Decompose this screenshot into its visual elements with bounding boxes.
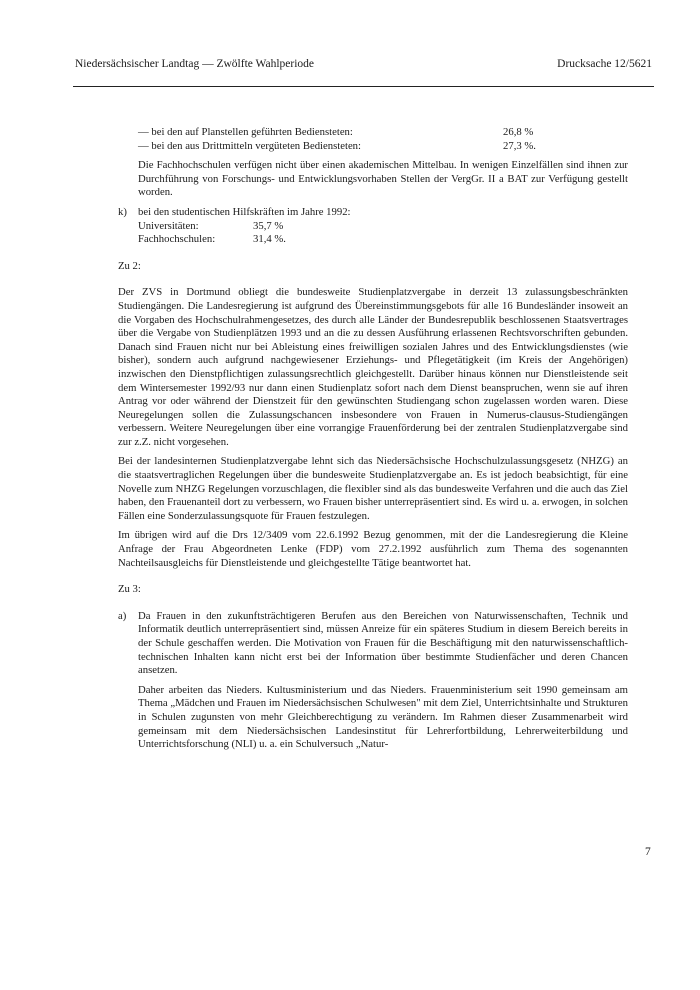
bullet-value: 27,3 %. xyxy=(503,139,536,152)
paragraph: Daher arbeiten das Nieders. Kultusministerium und das Nieders. Frauenministerium seit 1990 gemeinsam am Thema „Mädchen und Frauen im Niedersächsischen Schulwesen" mit dem Ziel, Unterrichtsinhalte und Strukturen in Schulen zugunsten von mehr Gleichberechtigung zu verändern. Im Rahmen dieser Zusammenarbeit wird gemeinsam mit dem Niedersächsischen Landesinstitut für Lehrerfortbildung, Lehrerweiterbildung und Unterrichtsforschung (NLI) u. a. ein Schulversuch „Natur- xyxy=(138,683,628,751)
stat-value: 35,7 % xyxy=(253,219,284,232)
stat-row xyxy=(118,233,628,247)
item-k-text: bei den studentischen Hilfskräften im Jahre 1992: xyxy=(138,205,351,218)
bullet-value: 26,8 % xyxy=(503,126,534,138)
paragraph: Bei der landesinternen Studienplatzvergabe lehnt sich das Niedersächsische Hochschulzulassungsgesetz (NHZG) an die staatsvertraglichen Regelungen über die bundesweite Studienplatzvergabe an. Es ist jedoch beabsichtigt, für eine Novelle zum NHZG Regelungen vorzuschlagen, die flexibler sind als das bundesweite Verfahren und die auch das Ziel haben, den Frauenanteil dort zu verbessern, wo Frauen bisher unterrepräsentiert sind. Es wird u. a. erwogen, in solchen Fällen eine Sonderzulassungsquote für Frauen festzulegen. xyxy=(118,455,628,522)
page-body xyxy=(118,126,628,752)
page-number: 7 xyxy=(645,846,651,858)
fh-block xyxy=(118,159,628,200)
bullet-item xyxy=(118,140,628,154)
document-number: Drucksache 12/5621 xyxy=(557,58,652,70)
item-k xyxy=(118,206,628,220)
stat-label: Fachhochschulen: xyxy=(138,233,216,246)
bullet-label: — bei den auf Planstellen geführten Bediensteten: xyxy=(138,126,353,138)
bullet-label: — bei den aus Drittmitteln vergüteten Bediensteten: xyxy=(138,139,361,152)
stat-label: Universitäten: xyxy=(138,219,199,232)
header-title: Niedersächsischer Landtag — Zwölfte Wahlperiode xyxy=(75,58,314,70)
bullet-item xyxy=(118,126,628,140)
fh-paragraph: Die Fachhochschulen verfügen nicht über einen akademischen Mittelbau. In wenigen Einzelfällen sind ihnen zur Durchführung von Forschungs- und Entwicklungsvorhaben Stellen der VergGr. II a BAT zur Verfügung gestellt worden. xyxy=(138,159,628,199)
paragraph: Im übrigen wird auf die Drs 12/3409 vom 22.6.1992 Bezug genommen, mit der die Landesregierung die Kleine Anfrage der Frau Abgeordneten Lenke (FDP) vom 27.2.1992 ausführlich zum Thema des sogenannten Nachteilsausgleichs für Dienstleistende und gleichgestellte Tätige beantwortet hat. xyxy=(118,529,628,569)
page-header xyxy=(75,58,652,74)
header-rule xyxy=(73,86,654,87)
list-item-a xyxy=(118,610,628,752)
paragraph: Da Frauen in den zukunftsträchtigeren Berufen aus den Bereichen von Naturwissenschaften, Technik und Informatik deutlich unterrepräsentiert sind, müssen Anreize für ein späteres Studium in diesem Bereich bereits in der Schule geschaffen werden. Die Motivation von Frauen für die Beschäftigung mit den naturwissenschaftlich-technischen Inhalten kann nicht erst bei der Information über bestimmte Studienfächer und deren Chancen ansetzen. xyxy=(138,609,628,677)
section-heading-zu3: Zu 3: xyxy=(118,583,141,596)
stat-value: 31,4 %. xyxy=(253,233,286,246)
list-marker: a) xyxy=(118,609,127,622)
section-heading-zu2: Zu 2: xyxy=(118,259,141,272)
stat-row xyxy=(118,220,628,234)
item-k-marker: k) xyxy=(118,205,127,218)
paragraph: Der ZVS in Dortmund obliegt die bundesweite Studienplatzvergabe in derzeit 13 zulassungsbeschränkten Studiengängen. Die Landesregierung ist aufgrund des Übereinstimmungsgebots für alle 16 Bundesländer insoweit an die Vorgaben des Hochschulrahmengesetzes, des durch alle Länder der Bundesrepublik beschlossenen Staatsvertrages über die Vergabe von Studienplätzen 1993 und an die zu dessen Ausführung erlassenen Rechtsvorschriften gebunden. Danach sind Frauen nicht nur bei Ableistung eines freiwilligen sozialen Jahres und des Entwicklungsdienstes (wie bisher), sondern auch aufgrund nachgewiesener Erziehungs- und Pflegetätigkeit (im Kreis der Angehörigen) inzwischen den Dienstpflichtigen zulassungsrechtlich gleichgestellt. Darüber hinaus können nur Dienstleistende seit dem Wintersemester 1992/93 nur dann einen Studienplatz sofort nach dem Dienst beanspruchen, wenn sie auf ihren Antrag vor oder während der Dienstzeit für den gewünschten Studiengang schon zugelassen worden waren. Diese Neuregelungen sollen die Zulassungschancen insbesondere von Frauen in Numerus-clausus-Studiengängen verbessern. Weitere Neuregelungen über eine vorrangige Frauenförderung bei der zentralen Studienplatzvergabe sind zur z.Z. nicht vorgesehen. xyxy=(118,286,628,448)
